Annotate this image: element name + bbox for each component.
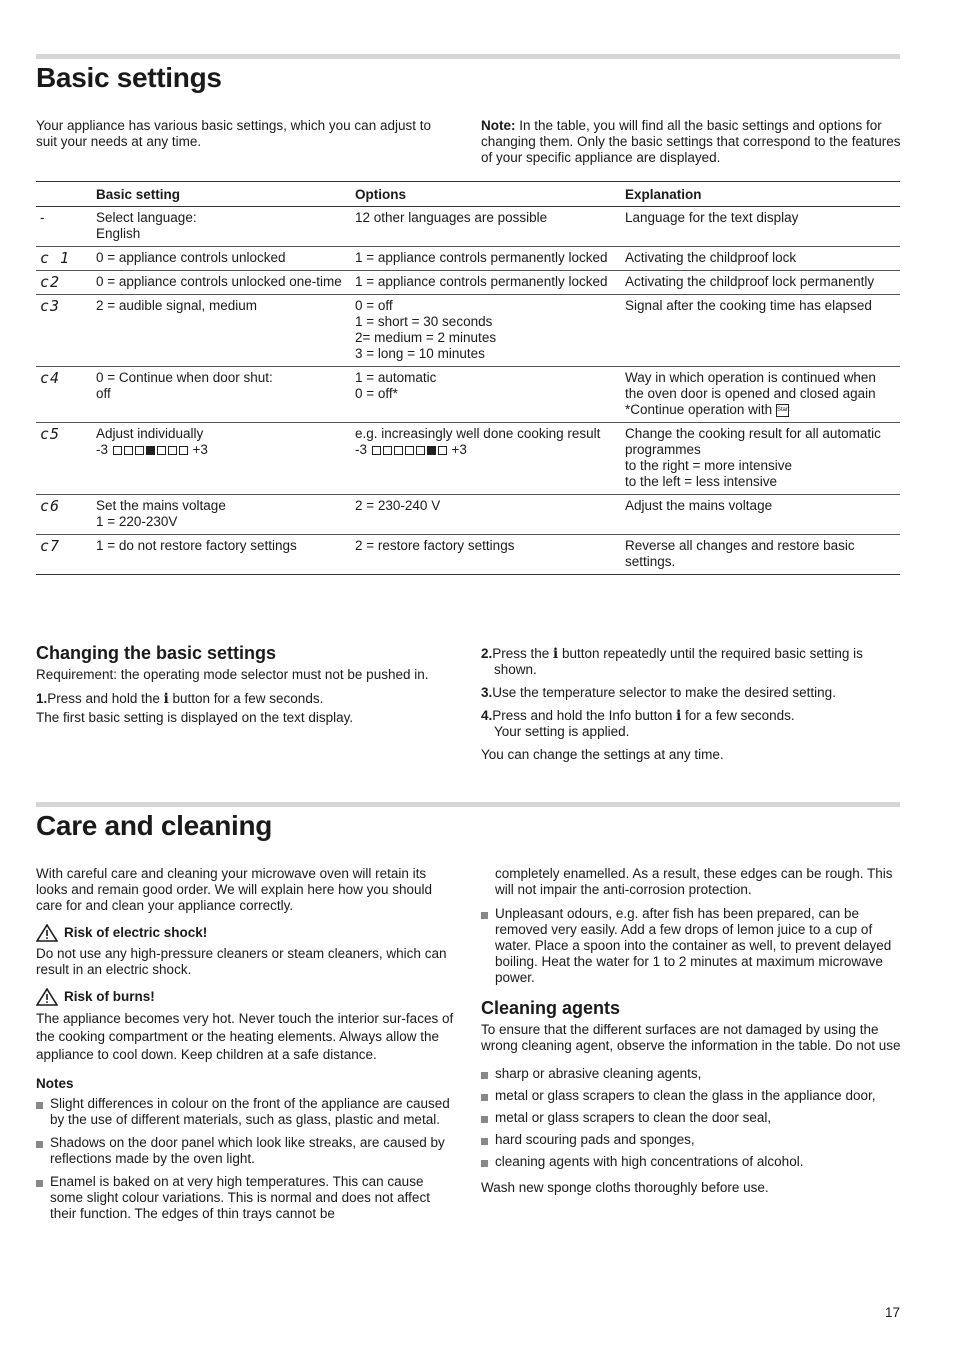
- list-item: metal or glass scrapers to clean the door seal,: [481, 1110, 901, 1126]
- list-item: Unpleasant odours, e.g. after fish has been prepared, can be removed very easily. Add a few drops of lemon juice to a cup of water. Place a spoon into the container as well, to prevent delayed boiling. Heat the water for 1 to 2 minutes at maximum microwave power.: [481, 906, 901, 986]
- cell-line: Change the cooking result for all automatic programmes: [625, 426, 881, 457]
- step-text: for a few seconds.: [681, 708, 795, 723]
- row-options: [351, 367, 621, 423]
- step-item: [36, 691, 456, 726]
- step-text: Press the: [492, 646, 554, 661]
- row-code: c3: [36, 295, 92, 367]
- row-options: [351, 247, 621, 271]
- row-explanation: [621, 247, 900, 271]
- warning-burns: [36, 988, 454, 1006]
- care-intro: With careful care and cleaning your microwave oven will retain its looks and remain good order. We will explain here how you should care for and clean your appliance correctly.: [36, 866, 432, 913]
- cell-line: Select language:: [96, 210, 197, 225]
- step-text: Press and hold the: [47, 691, 164, 706]
- step-text: button for a few seconds.: [168, 691, 324, 706]
- notes-list: [36, 1096, 454, 1222]
- step-subtext: The first basic setting is displayed on the text display.: [36, 710, 354, 725]
- changing-requirement: Requirement: the operating mode selector must not be pushed in.: [36, 667, 429, 682]
- section-rule-top: [36, 54, 900, 59]
- row-explanation: [621, 271, 900, 295]
- list-item: cleaning agents with high concentrations of alcohol.: [481, 1154, 901, 1170]
- row-code: c 1: [36, 247, 92, 271]
- row-setting: [92, 535, 351, 575]
- cell-text: *Continue operation with: [625, 402, 773, 417]
- row-setting: [92, 423, 351, 495]
- row-explanation: [621, 295, 900, 367]
- cell-line: 0 = Continue when door shut:: [96, 370, 273, 385]
- cleaning-agents-intro: To ensure that the different surfaces are not damaged by using the wrong cleaning agent, observe the information in the table. Do not use: [481, 1022, 901, 1053]
- row-setting: [92, 247, 351, 271]
- cell-line: 2 = 230-240 V: [355, 498, 441, 513]
- step-text: Press and hold the Info button: [492, 708, 677, 723]
- row-explanation: [621, 535, 900, 575]
- warning-title: Risk of electric shock!: [64, 925, 208, 940]
- basic-note-text: [481, 118, 901, 166]
- warning-burns-text: The appliance becomes very hot. Never touch the interior sur-faces of the cooking compartment or the heating elements. Always allow the appliance to cool down. Keep children at a safe distance.: [36, 1011, 454, 1062]
- cell-line: 2= medium = 2 minutes: [355, 330, 497, 345]
- care-left-column: [36, 866, 454, 1230]
- changing-title: Changing the basic settings: [36, 643, 277, 663]
- cell-line: 2 = audible signal, medium: [96, 298, 257, 313]
- table-row: [36, 271, 900, 295]
- cell-line: [625, 402, 896, 418]
- cell-line: 1 = automatic: [355, 370, 437, 385]
- cell-line: 1 = appliance controls permanently locked: [355, 250, 608, 265]
- step-subtext: Your setting is applied.: [494, 724, 630, 739]
- cell-line: [355, 442, 617, 458]
- basic-intro-text: Your appliance has various basic settings, which you can adjust to suit your needs at any time.: [36, 118, 431, 149]
- step-item: [481, 685, 901, 701]
- cell-line: to the right = more intensive: [625, 458, 792, 473]
- cell-line: 1 = appliance controls permanently locked: [355, 274, 608, 289]
- list-item: Enamel is baked on at very high temperatures. This can cause some slight colour variations. This is normal and does not affect their function. The edges of thin trays cannot be: [36, 1174, 454, 1222]
- care-title: Care and cleaning: [36, 810, 273, 841]
- note-body: In the table, you will find all the basic settings and options for changing them. Only the basic settings that correspond to the features of your specific appliance are displayed.: [481, 118, 901, 165]
- table-row: [36, 295, 900, 367]
- table-header-row: [36, 182, 900, 207]
- row-setting: [92, 495, 351, 535]
- note-label: Note:: [481, 118, 516, 133]
- warning-triangle-icon: [36, 924, 58, 942]
- cell-line: Activating the childproof lock: [625, 250, 797, 265]
- changing-right-column: [481, 646, 901, 771]
- notes-continued: completely enamelled. As a result, these edges can be rough. This will not impair the anti-corrosion protection.: [495, 866, 893, 897]
- changing-steps-right: [481, 646, 901, 740]
- step-number: 4.: [481, 708, 493, 723]
- row-code: c6: [36, 495, 92, 535]
- cleaning-agents-list: [481, 1066, 901, 1170]
- basic-settings-table: [36, 181, 900, 575]
- info-icon: i: [163, 691, 169, 707]
- scale-max: +3: [451, 442, 467, 457]
- scale-boxes-icon: [112, 442, 189, 457]
- row-explanation: [621, 423, 900, 495]
- table-header-setting: Basic setting: [92, 182, 351, 207]
- scale-min: -3: [355, 442, 368, 457]
- list-item: sharp or abrasive cleaning agents,: [481, 1066, 901, 1082]
- table-row: [36, 495, 900, 535]
- cell-line: 1 = short = 30 seconds: [355, 314, 493, 329]
- cell-line: [96, 442, 347, 458]
- row-code: c4: [36, 367, 92, 423]
- basic-note: [481, 118, 901, 174]
- page-number: 17: [884, 1305, 900, 1320]
- step-text: Use the temperature selector to make the desired setting.: [492, 685, 836, 700]
- scale-boxes-icon: [371, 442, 448, 457]
- cell-line: Language for the text display: [625, 210, 799, 225]
- warning-electric: [36, 924, 454, 942]
- table-header-code: [36, 182, 92, 207]
- changing-left-column: [36, 645, 456, 733]
- step-item: [481, 708, 901, 740]
- row-options: [351, 423, 621, 495]
- cell-line: to the left = less intensive: [625, 474, 777, 489]
- table-header-options: Options: [351, 182, 621, 207]
- row-options: [351, 207, 621, 247]
- cell-line: 0 = off*: [355, 386, 398, 401]
- scale-max: +3: [192, 442, 208, 457]
- cleaning-agents-title: Cleaning agents: [481, 998, 621, 1018]
- row-setting: [92, 207, 351, 247]
- cell-line: 3 = long = 10 minutes: [355, 346, 485, 361]
- list-item: Slight differences in colour on the front of the appliance are caused by the use of different materials, such as glass, plastic and metal.: [36, 1096, 454, 1128]
- row-explanation: [621, 495, 900, 535]
- list-item: hard scouring pads and sponges,: [481, 1132, 901, 1148]
- cell-line: Adjust the mains voltage: [625, 498, 773, 513]
- list-item: metal or glass scrapers to clean the glass in the appliance door,: [481, 1088, 901, 1104]
- row-code: c7: [36, 535, 92, 575]
- row-setting: [92, 271, 351, 295]
- cell-line: English: [96, 226, 141, 241]
- table-row: [36, 207, 900, 247]
- cell-line: Reverse all changes and restore basic settings.: [625, 538, 855, 569]
- row-explanation: [621, 367, 900, 423]
- changing-steps-left: [36, 691, 456, 726]
- cell-line: 0 = appliance controls unlocked: [96, 250, 286, 265]
- row-code: -: [36, 207, 92, 247]
- step-text: button repeatedly until the required basic setting is shown.: [494, 646, 863, 677]
- row-options: [351, 271, 621, 295]
- basic-settings-title: Basic settings: [36, 62, 222, 93]
- table-row: [36, 247, 900, 271]
- cell-line: e.g. increasingly well done cooking result: [355, 426, 601, 441]
- row-code: c5: [36, 423, 92, 495]
- table-row: [36, 367, 900, 423]
- table-header-explanation: Explanation: [621, 182, 900, 207]
- changing-footer: You can change the settings at any time.: [481, 747, 724, 762]
- table-row: [36, 423, 900, 495]
- info-icon: i: [553, 646, 559, 662]
- cell-line: 1 = 220-230V: [96, 514, 178, 529]
- row-setting: [92, 295, 351, 367]
- step-number: 1.: [36, 691, 48, 706]
- cell-line: Adjust individually: [96, 426, 204, 441]
- warning-title: Risk of burns!: [64, 989, 155, 1004]
- list-item: Shadows on the door panel which look like streaks, are caused by reflections made by the oven light.: [36, 1135, 454, 1167]
- row-explanation: [621, 207, 900, 247]
- row-setting: [92, 367, 351, 423]
- step-item: [481, 646, 901, 678]
- row-options: [351, 295, 621, 367]
- table-row: [36, 535, 900, 575]
- step-number: 2.: [481, 646, 493, 661]
- start-icon: Start: [776, 404, 789, 417]
- step-number: 3.: [481, 685, 493, 700]
- cell-line: 0 = appliance controls unlocked one-time: [96, 274, 342, 289]
- warning-triangle-icon: [36, 988, 58, 1006]
- cell-line: 12 other languages are possible: [355, 210, 548, 225]
- cell-line: off: [96, 386, 111, 401]
- row-options: [351, 495, 621, 535]
- info-icon: i: [676, 708, 682, 724]
- section-rule-care: [36, 802, 900, 807]
- cell-line: 0 = off: [355, 298, 393, 313]
- notes-list-right: [481, 906, 901, 986]
- notes-title: Notes: [36, 1076, 74, 1091]
- cell-line: Set the mains voltage: [96, 498, 226, 513]
- basic-intro: [36, 118, 436, 158]
- cleaning-agents-footer: Wash new sponge cloths thoroughly before use.: [481, 1180, 769, 1195]
- cell-line: Way in which operation is continued when the oven door is opened and closed again: [625, 370, 876, 401]
- warning-electric-text: Do not use any high-pressure cleaners or steam cleaners, which can result in an electric shock.: [36, 946, 447, 977]
- cell-line: 1 = do not restore factory settings: [96, 538, 297, 553]
- row-options: [351, 535, 621, 575]
- cell-line: 2 = restore factory settings: [355, 538, 515, 553]
- cell-line: Activating the childproof lock permanently: [625, 274, 875, 289]
- care-right-column: [481, 866, 901, 1204]
- scale-min: -3: [96, 442, 109, 457]
- row-code: c2: [36, 271, 92, 295]
- cell-line: Signal after the cooking time has elapsed: [625, 298, 872, 313]
